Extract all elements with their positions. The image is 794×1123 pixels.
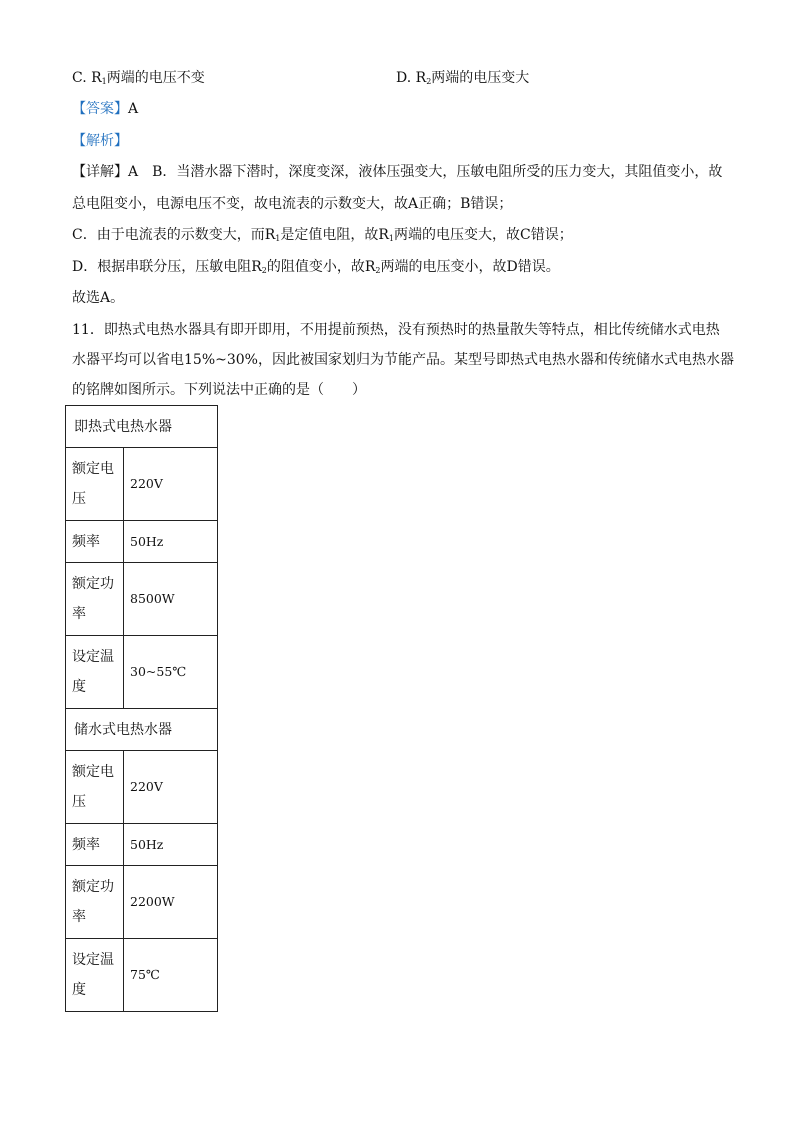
conclusion-text: 故选A。: [72, 290, 125, 306]
detail-3c: 两端的电压变大，故C错误；: [394, 227, 573, 243]
key-line-1: 额定功: [72, 879, 114, 895]
table-row: [66, 521, 218, 563]
detail-line-2: [72, 194, 512, 214]
detail-line-1: [72, 162, 722, 182]
row-value: 50Hz: [124, 824, 218, 866]
detail-3a: C．由于电流表的示数变大，而R: [72, 227, 276, 243]
option-d: [396, 68, 529, 92]
table-row: [66, 866, 218, 939]
key-line-1: 设定温: [72, 649, 114, 665]
table-row: [66, 448, 218, 521]
option-c-label: C.: [72, 70, 87, 86]
row-key: [66, 751, 124, 824]
row-key: [66, 636, 124, 709]
key-line-1: 额定电: [72, 764, 114, 780]
key-line-2: 率: [72, 909, 86, 925]
detail-3-sub1: 1: [275, 234, 281, 243]
table-row: [66, 563, 218, 636]
key-line-2: 率: [72, 606, 86, 622]
row-key: [66, 563, 124, 636]
analysis-tag: 【解析】: [72, 133, 128, 149]
storage-title: 储水式电热水器: [66, 709, 218, 751]
row-value: 50Hz: [124, 521, 218, 563]
answer-tag: 【答案】: [72, 101, 128, 117]
key-line-2: 度: [72, 982, 86, 998]
option-c: [72, 68, 205, 92]
row-value: 8500W: [124, 563, 218, 636]
question-text-1: 11．即热式电热水器具有即开即用，不用提前预热，没有预热时的热量散失等特点，相比传统储水式电热: [72, 322, 720, 338]
detail-4-sub2: 2: [375, 266, 381, 275]
question-line-2: [72, 350, 734, 370]
detail-4c: 两端的电压变小，故D错误。: [380, 259, 560, 275]
key-line-1: 额定电: [72, 461, 114, 477]
detail-4a: D．根据串联分压，压敏电阻R: [72, 259, 262, 275]
option-d-resistor: R: [415, 70, 427, 86]
instant-title-row: [66, 406, 218, 448]
row-key: [66, 866, 124, 939]
option-c-resistor: R: [91, 70, 102, 86]
row-key: [66, 448, 124, 521]
detail-text-2: 总电阻变小，电源电压不变，故电流表的示数变大，故A正确；B错误；: [72, 196, 513, 212]
key-line-1: 额定功: [72, 576, 114, 592]
detail-tag: 【详解】: [72, 164, 128, 180]
question-text-3: 的铭牌如图所示。下列说法中正确的是（ ）: [72, 382, 366, 398]
detail-line-3: [72, 225, 573, 249]
key-line-2: 压: [72, 491, 86, 507]
analysis-line: [72, 131, 128, 151]
detail-4-sub1: 2: [261, 266, 267, 275]
spec-table: [65, 405, 218, 1012]
table-row: [66, 751, 218, 824]
detail-line-4: [72, 257, 560, 281]
option-c-text: 两端的电压不变: [106, 70, 205, 86]
answer-line: [72, 99, 138, 119]
option-d-text: 两端的电压变大: [431, 70, 530, 86]
row-key: [66, 939, 124, 1012]
row-value: 220V: [124, 448, 218, 521]
row-value: 30~55℃: [124, 636, 218, 709]
table-row: [66, 636, 218, 709]
row-value: 220V: [124, 751, 218, 824]
detail-3-sub2: 1: [388, 234, 394, 243]
question-text-2: 水器平均可以省电15%~30%，因此被国家划归为节能产品。某型号即热式电热水器和传统储水式电热水器: [72, 352, 734, 368]
row-key: 频率: [66, 521, 124, 563]
detail-4b: 的阻值变小，故R: [266, 259, 376, 275]
instant-title: 即热式电热水器: [66, 406, 218, 448]
key-line-2: 度: [72, 679, 86, 695]
answer-value: A: [128, 101, 139, 117]
row-value: 2200W: [124, 866, 218, 939]
key-line-1: 设定温: [72, 952, 114, 968]
conclusion-line: [72, 288, 124, 308]
detail-text-1: A B．当潜水器下潜时，深度变深，液体压强变大，压敏电阻所受的压力变大，其阻值变小，故: [128, 164, 723, 180]
storage-title-row: [66, 709, 218, 751]
option-d-label: D.: [396, 70, 412, 86]
table-row: [66, 939, 218, 1012]
detail-3b: 是定值电阻，故R: [280, 227, 389, 243]
option-d-sub: 2: [426, 77, 432, 86]
question-line-1: [72, 320, 720, 340]
question-line-3: [72, 380, 366, 400]
key-line-2: 压: [72, 794, 86, 810]
row-value: 75℃: [124, 939, 218, 1012]
row-key: 频率: [66, 824, 124, 866]
table-row: [66, 824, 218, 866]
option-c-sub: 1: [101, 77, 107, 86]
